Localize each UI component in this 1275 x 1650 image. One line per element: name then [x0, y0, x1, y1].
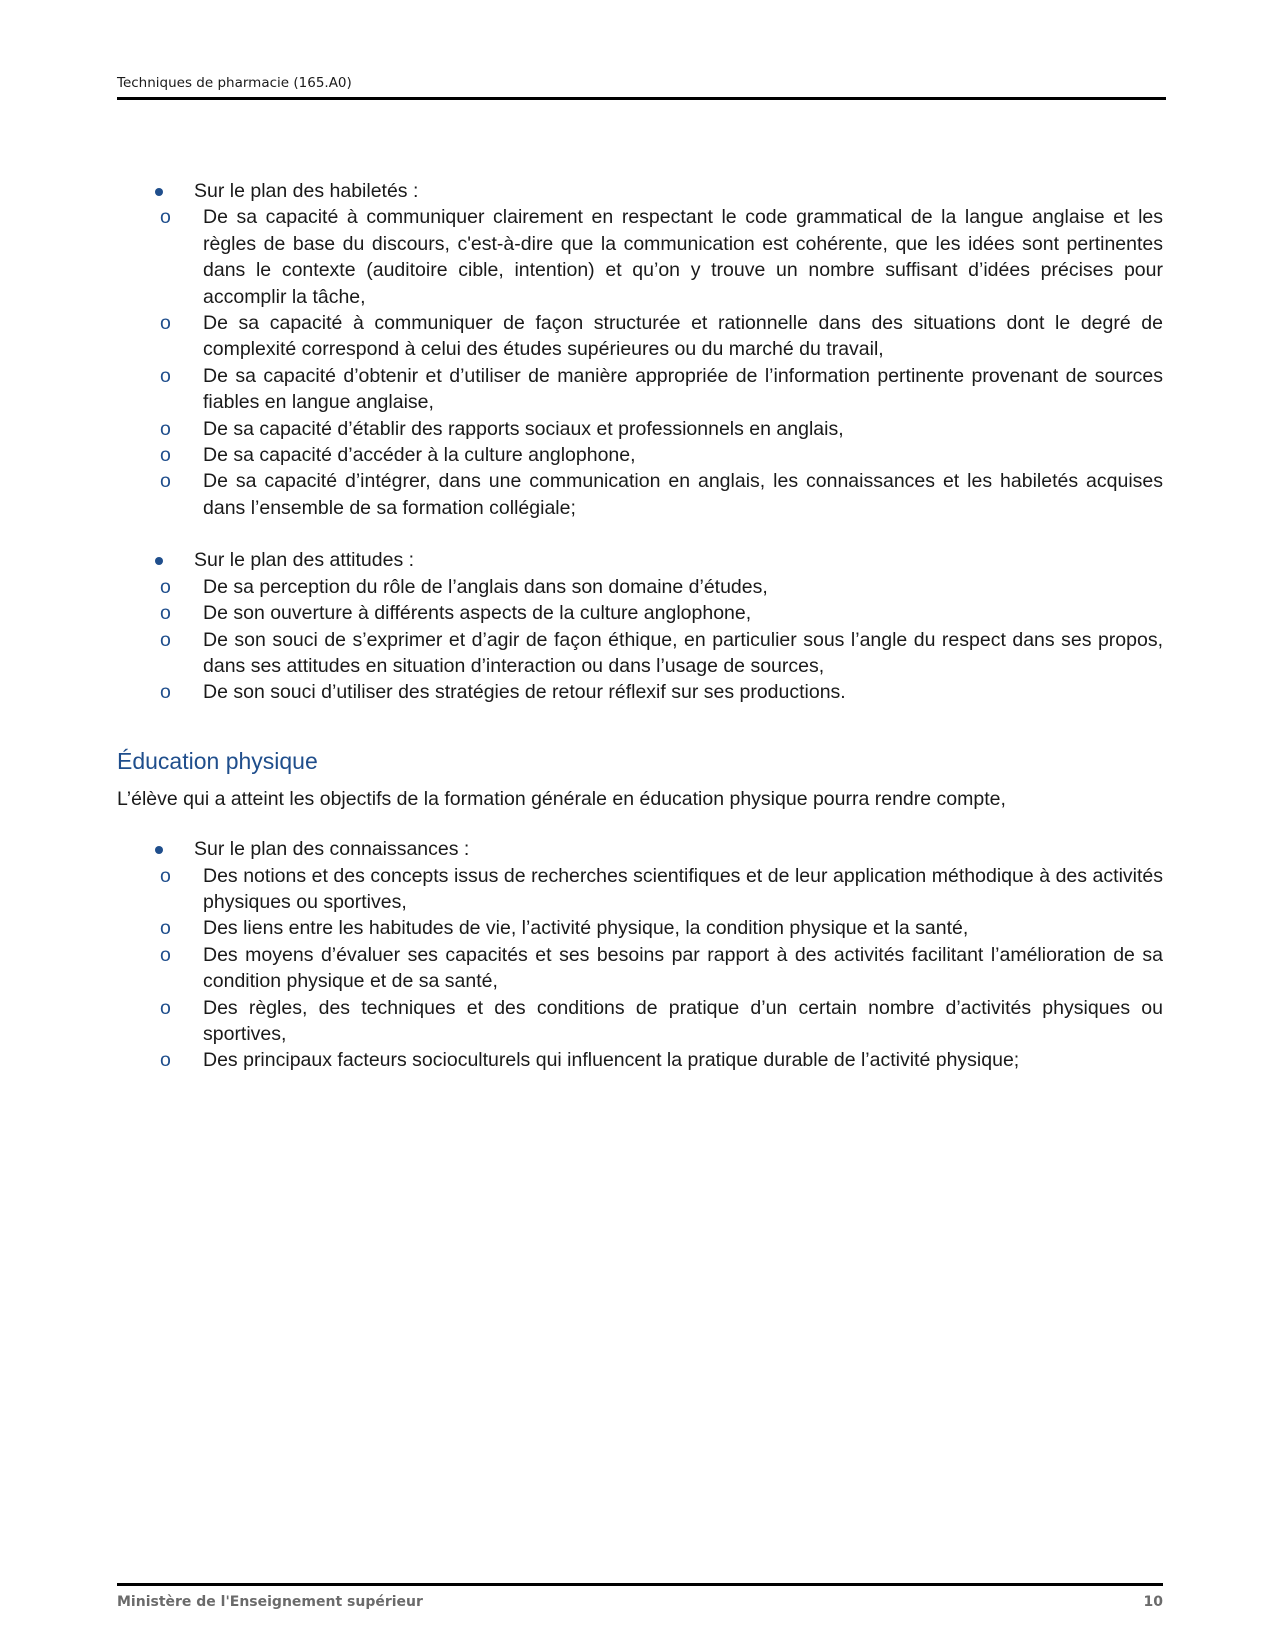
list-item-text: De sa capacité d’établir des rapports sociaux et professionnels en anglais,	[203, 417, 844, 440]
group-spacer	[117, 521, 1163, 547]
list-item-text: De sa perception du rôle de l’anglais dans son domaine d’études,	[203, 575, 768, 598]
footer-rule	[117, 1583, 1163, 1586]
list-item	[160, 574, 1163, 600]
list-item-text: De sa capacité à communiquer de façon structurée et rationnelle dans des situations dont le degré de complexité correspond à celui des études supérieures ou du marché du travail,	[203, 312, 1163, 361]
sub-list	[160, 574, 1163, 706]
circle-bullet-icon: o	[160, 602, 171, 625]
circle-bullet-icon: o	[160, 1049, 171, 1072]
list-item-text: De sa capacité d’obtenir et d’utiliser de manière appropriée de l’information pertinente provenant de sources fiables en langue anglaise,	[203, 364, 1163, 414]
list-item	[160, 679, 1163, 705]
page-footer	[117, 1594, 1163, 1610]
list-item	[160, 204, 1163, 310]
circle-bullet-icon: o	[160, 943, 171, 966]
english-objectives	[117, 178, 1163, 706]
list-item	[160, 942, 1163, 995]
bullet-list	[117, 836, 1163, 1074]
bullet-icon	[155, 846, 163, 854]
group-label: Sur le plan des connaissances :	[194, 838, 470, 861]
circle-bullet-icon: o	[160, 575, 171, 598]
circle-bullet-icon: o	[160, 628, 171, 651]
section-intro: L’élève qui a atteint les objectifs de la formation générale en éducation physique pourra rendre compte,	[117, 787, 1006, 810]
page-number: 10	[1143, 1594, 1163, 1610]
list-item	[160, 863, 1163, 916]
bullet-list	[117, 547, 1163, 705]
bullet-group	[117, 836, 1163, 1074]
page-body	[117, 178, 1163, 1074]
bullet-group	[117, 547, 1163, 705]
circle-bullet-icon: o	[160, 681, 171, 704]
list-item	[160, 995, 1163, 1048]
list-item-text: Des moyens d’évaluer ses capacités et ses besoins par rapport à des activités facilitant l’amélioration de sa condition physique et de sa santé,	[203, 943, 1163, 993]
bullet-icon	[155, 557, 163, 565]
circle-bullet-icon: o	[160, 470, 171, 493]
pe-objectives	[117, 836, 1163, 1074]
list-item-text: De son ouverture à différents aspects de la culture anglophone,	[203, 602, 752, 625]
list-item-text: De sa capacité d’accéder à la culture anglophone,	[203, 444, 636, 467]
list-item-text: De son souci de s’exprimer et d’agir de façon éthique, en particulier sous l’angle du respect dans ses propos, dans ses attitudes en situation d’interaction ou dans l’usage de sources,	[203, 628, 1163, 677]
list-item	[160, 627, 1163, 680]
bullet-group	[117, 178, 1163, 521]
list-item	[160, 363, 1163, 416]
bullet-icon	[155, 188, 163, 196]
list-item	[160, 468, 1163, 521]
running-header: Techniques de pharmacie (165.A0)	[117, 75, 352, 91]
list-item-text: Des notions et des concepts issus de recherches scientifiques et de leur application méthodique à des activités physiques ou sportives,	[203, 864, 1163, 913]
list-item-text: De sa capacité d’intégrer, dans une communication en anglais, les connaissances et les habiletés acquises dans l’ensemble de sa formation collégiale;	[203, 470, 1163, 519]
list-item	[160, 442, 1163, 468]
list-item	[160, 915, 1163, 941]
group-label: Sur le plan des attitudes :	[194, 549, 415, 572]
list-item	[160, 310, 1163, 363]
sub-list	[160, 863, 1163, 1074]
list-item-text: Des règles, des techniques et des conditions de pratique d’un certain nombre d’activités physiques ou sportives,	[203, 996, 1163, 1045]
header-rule	[117, 97, 1166, 100]
circle-bullet-icon: o	[160, 417, 171, 440]
list-item-text: Des principaux facteurs socioculturels qui influencent la pratique durable de l’activité physique;	[203, 1049, 1020, 1072]
list-item-text: De son souci d’utiliser des stratégies de retour réflexif sur ses productions.	[203, 681, 846, 704]
circle-bullet-icon: o	[160, 206, 171, 229]
circle-bullet-icon: o	[160, 364, 171, 387]
footer-publisher: Ministère de l'Enseignement supérieur	[117, 1594, 423, 1610]
circle-bullet-icon: o	[160, 444, 171, 467]
list-item	[160, 600, 1163, 626]
sub-list	[160, 204, 1163, 521]
list-item-text: De sa capacité à communiquer clairement en respectant le code grammatical de la langue anglaise et les règles de base du discours, c'est-à-dire que la communication est cohérente, que les idées sont pertinentes dans le contexte (auditoire cible, intention) et qu’on y trouve un nombre suffisant d’idées précises pour accomplir la tâche,	[203, 206, 1163, 308]
bullet-list	[117, 178, 1163, 521]
group-label: Sur le plan des habiletés :	[194, 180, 419, 202]
list-item-text: Des liens entre les habitudes de vie, l’activité physique, la condition physique et la santé,	[203, 917, 969, 940]
list-item	[160, 1047, 1163, 1073]
circle-bullet-icon: o	[160, 917, 171, 940]
circle-bullet-icon: o	[160, 864, 171, 887]
circle-bullet-icon: o	[160, 312, 171, 335]
list-item	[160, 416, 1163, 442]
section-heading: Éducation physique	[117, 747, 318, 774]
circle-bullet-icon: o	[160, 996, 171, 1019]
